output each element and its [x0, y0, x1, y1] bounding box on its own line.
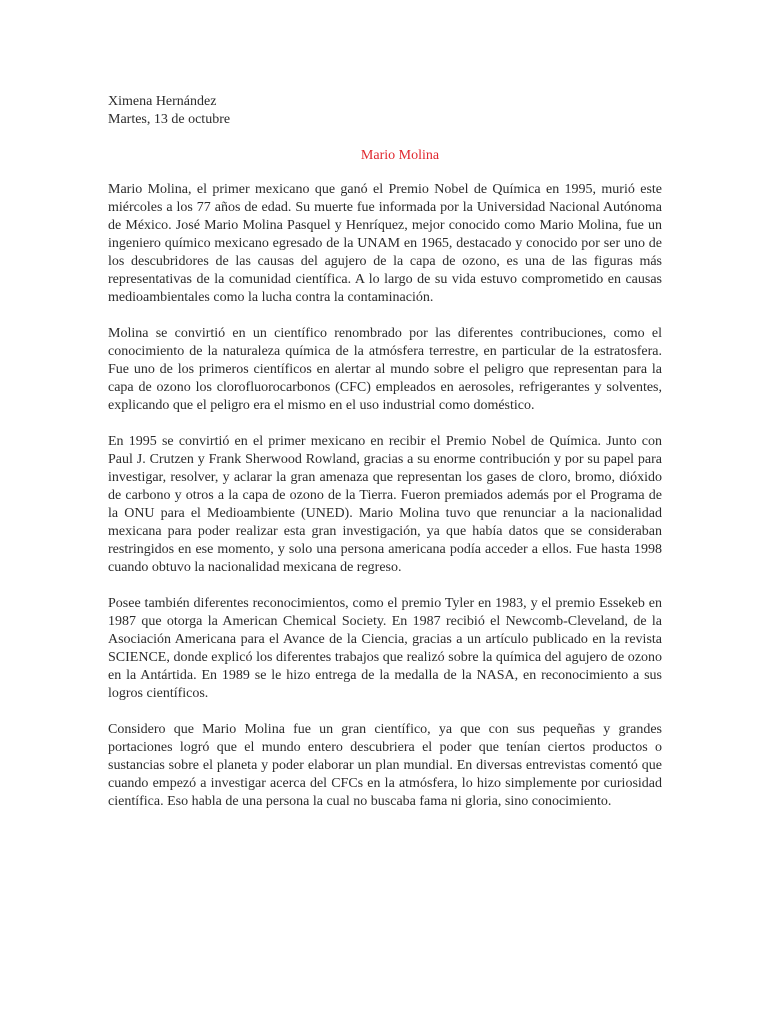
paragraph-1: Mario Molina, el primer mexicano que ganó el Premio Nobel de Química en 1995, murió este miércoles a los 77 años de edad. Su muerte fue informada por la Universidad Nacional Autónoma de México. José Mario Molina Pasquel y Henríquez, mejor conocido como Mario Molina, fue un ingeniero químico mexicano egresado de la UNAM en 1965, destacado y conocido por ser uno de los descubridores de las causas del agujero de la capa de ozono, es una de las figuras más representativas de la comunidad científica. A lo largo de su vida estuvo comprometido en causas medioambientales como la lucha contra la contaminación.	[108, 182, 662, 305]
author-name: Ximena Hernández	[108, 94, 217, 109]
document-title: Mario Molina	[360, 148, 440, 163]
paragraph-4: Posee también diferentes reconocimientos, como el premio Tyler en 1983, y el premio Essekeb en 1987 que otorga la American Chemical Society. En 1987 recibió el Newcomb-Cleveland, de la Asociación Americana para el Avance de la Ciencia, gracias a un artículo publicado en la revista SCIENCE, donde explicó los diferentes trabajos que realizó sobre la química del agujero de ozono en la Antártida. En 1989 se le hizo entrega de la medalla de la NASA, en reconocimiento a sus logros científicos.	[108, 596, 662, 701]
paragraph-5: Considero que Mario Molina fue un gran científico, ya que con sus pequeñas y grandes portaciones logró que el mundo entero descubriera el poder que tenían ciertos productos o sustancias sobre el planeta y poder elaborar un plan mundial. En diversas entrevistas comentó que cuando empezó a investigar acerca del CFCs en la atmósfera, lo hizo simplemente por curiosidad científica. Eso habla de una persona la cual no buscaba fama ni gloria, sino conocimiento.	[108, 722, 662, 809]
paragraph-3: En 1995 se convirtió en el primer mexicano en recibir el Premio Nobel de Química. Junto con Paul J. Crutzen y Frank Sherwood Rowland, gracias a su enorme contribución y por su papel para investigar, resolver, y aclarar la gran amenaza que representan los gases de cloro, bromo, dióxido de carbono y otros a la capa de ozono de la Tierra. Fueron premiados además por el Programa de la ONU para el Medioambiente (UNED). Mario Molina tuvo que renunciar a la nacionalidad mexicana para poder realizar esta gran investigación, ya que había datos que se consideraban restringidos en ese momento, y solo una persona americana podía acceder a ellos. Fue hasta 1998 cuando obtuvo la nacionalidad mexicana de regreso.	[108, 434, 662, 575]
paragraph-2: Molina se convirtió en un científico renombrado por las diferentes contribuciones, como el conocimiento de la naturaleza química de la atmósfera terrestre, en particular de la estratosfera. Fue uno de los primeros científicos en alertar al mundo sobre el peligro que representan para la capa de ozono los clorofluorocarbonos (CFC) empleados en aerosoles, refrigerantes y solventes, explicando que el peligro era el mismo en el uso industrial como doméstico.	[108, 326, 662, 413]
document-date: Martes, 13 de octubre	[108, 112, 231, 127]
